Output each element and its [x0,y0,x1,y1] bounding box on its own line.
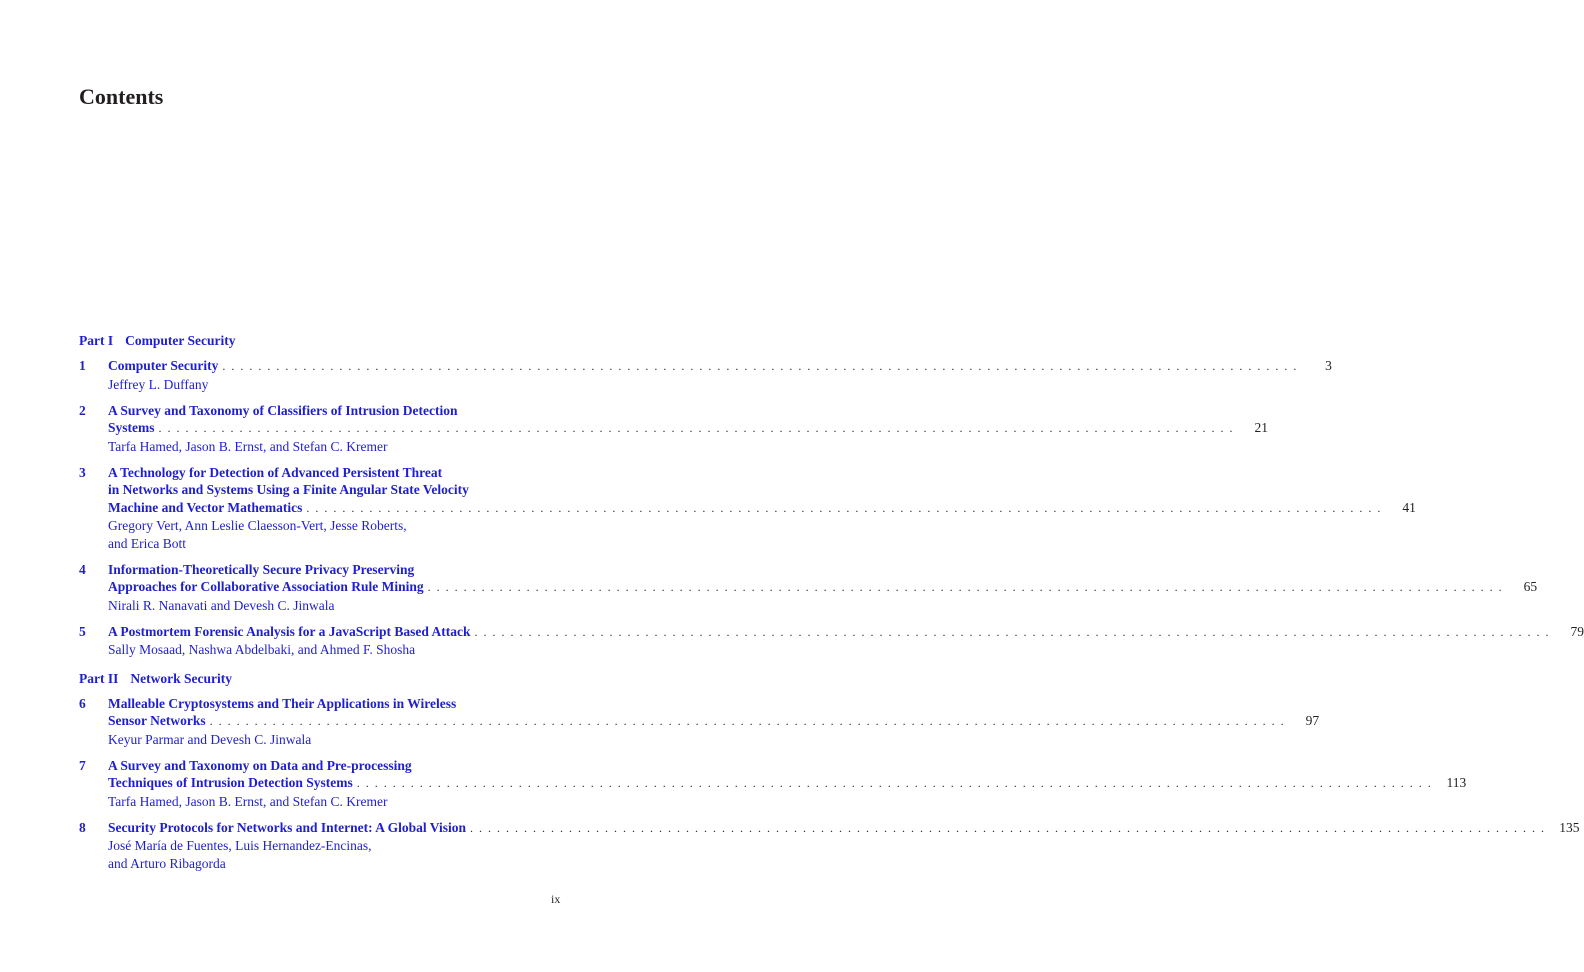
toc-entry[interactable] [79,464,1416,553]
chapter-title-link[interactable]: Techniques of Intrusion Detection Systems [108,775,353,790]
page-title: Contents [79,84,164,109]
chapter-title-row [108,419,1268,438]
page-number[interactable]: 21 [1254,420,1268,435]
chapter-number: 2 [79,402,86,418]
chapter-title-link[interactable]: Computer Security [108,358,219,373]
chapter-title-line[interactable]: A Survey and Taxonomy on Data and Pre-processing [108,757,412,773]
chapter-body [108,561,1538,615]
dot-leader: . . . . . . . . . . . . . . . . . . . . . . . . . . . . . . . . . . . . . . . . . . . . . . . . . . . . . . . . . . . . . . . . . . . . . . . . . . . . . . . . . . . . . . . . . . . . . . . . . . . . . . . . . . . . . . . . . . . . . . . . [427,580,1504,594]
dot-leader: . . . . . . . . . . . . . . . . . . . . . . . . . . . . . . . . . . . . . . . . . . . . . . . . . . . . . . . . . . . . . . . . . . . . . . . . . . . . . . . . . . . . . . . . . . . . . . . . . . . . . . . . . . . . . . . . . . . . . . . . [222,359,1298,373]
chapter-body [108,357,1332,393]
chapter-title-row [108,712,1320,731]
page-number[interactable]: 41 [1402,499,1416,515]
dot-leader: . . . . . . . . . . . . . . . . . . . . . . . . . . . . . . . . . . . . . . . . . . . . . . . . . . . . . . . . . . . . . . . . . . . . . . . . . . . . . . . . . . . . . . . . . . . . . . . . . . . . . . . . . . . . . . . . . . . . . . . . [158,421,1234,435]
chapter-number: 5 [79,623,86,639]
chapter-body [108,402,1268,456]
page-number[interactable]: 97 [1305,713,1320,728]
toc-entry[interactable] [79,561,1538,615]
chapter-title-link[interactable]: Sensor Networks [108,713,206,728]
chapter-body [108,819,1580,873]
chapter-authors: Keyur Parmar and Devesh C. Jinwala [108,731,312,747]
toc-entry[interactable] [79,357,1332,393]
chapter-title-row [108,499,1416,518]
chapter-authors: Sally Mosaad, Nashwa Abdelbaki, and Ahmed F. Shosha [108,642,416,657]
chapter-title-link[interactable]: Approaches for Collaborative Association Rule Mining [108,579,424,594]
part-title: Network Security [130,670,232,686]
dot-leader: . . . . . . . . . . . . . . . . . . . . . . . . . . . . . . . . . . . . . . . . . . . . . . . . . . . . . . . . . . . . . . . . . . . . . . . . . . . . . . . . . . . . . . . . . . . . . . . . . . . . . . . . . . . . . . . . . . . . . . . . [306,500,1382,515]
chapter-authors: and Arturo Ribagorda [108,855,226,871]
page-number[interactable]: 79 [1570,623,1584,639]
toc-entry[interactable] [79,695,1320,749]
chapter-authors: and Erica Bott [108,535,186,551]
chapter-title-line[interactable]: Malleable Cryptosystems and Their Applications in Wireless [108,695,457,711]
chapter-authors: José María de Fuentes, Luis Hernandez-Encinas, [108,838,372,853]
chapter-number: 3 [79,464,86,480]
chapter-title-line[interactable]: A Survey and Taxonomy of Classifiers of Intrusion Detection [108,402,458,418]
chapter-title-row [108,774,1467,793]
chapter-title-link[interactable]: A Postmortem Forensic Analysis for a JavaScript Based Attack [108,623,471,639]
chapter-authors: Tarfa Hamed, Jason B. Ernst, and Stefan C. Kremer [108,793,388,809]
part-label: Part I [79,333,114,348]
chapter-number: 6 [79,695,86,711]
toc-entry[interactable] [79,402,1268,456]
part-heading[interactable] [79,669,563,688]
toc-entry[interactable] [79,757,1467,811]
toc-entry[interactable] [79,623,1584,659]
chapter-body [108,623,1584,659]
chapter-title-line[interactable]: Information-Theoretically Secure Privacy Preserving [108,561,415,577]
page-number[interactable]: 65 [1523,579,1538,594]
dot-leader: . . . . . . . . . . . . . . . . . . . . . . . . . . . . . . . . . . . . . . . . . . . . . . . . . . . . . . . . . . . . . . . . . . . . . . . . . . . . . . . . . . . . . . . . . . . . . . . . . . . . . . . . . . . . . . . . . . . . . . . . [356,776,1433,790]
chapter-body [108,695,1320,749]
part-heading[interactable] [79,331,563,350]
chapter-title-link[interactable]: Machine and Vector Mathematics [108,499,303,515]
chapter-body [108,757,1467,811]
chapter-title-row [108,819,1580,838]
chapter-number: 4 [79,561,86,577]
chapter-number: 7 [79,757,86,773]
page-number[interactable]: 135 [1559,819,1580,835]
dot-leader: . . . . . . . . . . . . . . . . . . . . . . . . . . . . . . . . . . . . . . . . . . . . . . . . . . . . . . . . . . . . . . . . . . . . . . . . . . . . . . . . . . . . . . . . . . . . . . . . . . . . . . . . . . . . . . . . . . . . . . . . [470,820,1546,835]
chapter-authors: Gregory Vert, Ann Leslie Claesson-Vert, Jesse Roberts, [108,518,407,533]
chapter-title-row [108,357,1332,376]
chapter-title-link[interactable]: Security Protocols for Networks and Internet: A Global Vision [108,819,466,835]
toc-entry[interactable] [79,819,1580,873]
table-of-contents [79,331,1584,881]
chapter-number: 1 [79,358,86,373]
chapter-body [108,464,1416,553]
chapter-authors: Nirali R. Nanavati and Devesh C. Jinwala [108,597,335,613]
chapter-title-row [108,578,1538,597]
chapter-authors: Jeffrey L. Duffany [108,376,209,392]
chapter-title-line[interactable]: A Technology for Detection of Advanced Persistent Threat [108,464,443,480]
chapter-authors: Tarfa Hamed, Jason B. Ernst, and Stefan C. Kremer [108,438,388,454]
page-number[interactable]: 3 [1325,358,1332,373]
dot-leader: . . . . . . . . . . . . . . . . . . . . . . . . . . . . . . . . . . . . . . . . . . . . . . . . . . . . . . . . . . . . . . . . . . . . . . . . . . . . . . . . . . . . . . . . . . . . . . . . . . . . . . . . . . . . . . . . . . . . . . . . [474,624,1550,639]
part-title: Computer Security [125,333,236,348]
folio-page-number: ix [551,892,561,906]
chapter-number: 8 [79,819,86,835]
page-number[interactable]: 113 [1446,775,1467,790]
part-label: Part II [79,670,119,686]
dot-leader: . . . . . . . . . . . . . . . . . . . . . . . . . . . . . . . . . . . . . . . . . . . . . . . . . . . . . . . . . . . . . . . . . . . . . . . . . . . . . . . . . . . . . . . . . . . . . . . . . . . . . . . . . . . . . . . . . . . . . . . . [209,714,1286,728]
chapter-title-link[interactable]: Systems [108,420,155,435]
chapter-title-row [108,623,1584,642]
chapter-title-line[interactable]: in Networks and Systems Using a Finite Angular State Velocity [108,482,469,497]
